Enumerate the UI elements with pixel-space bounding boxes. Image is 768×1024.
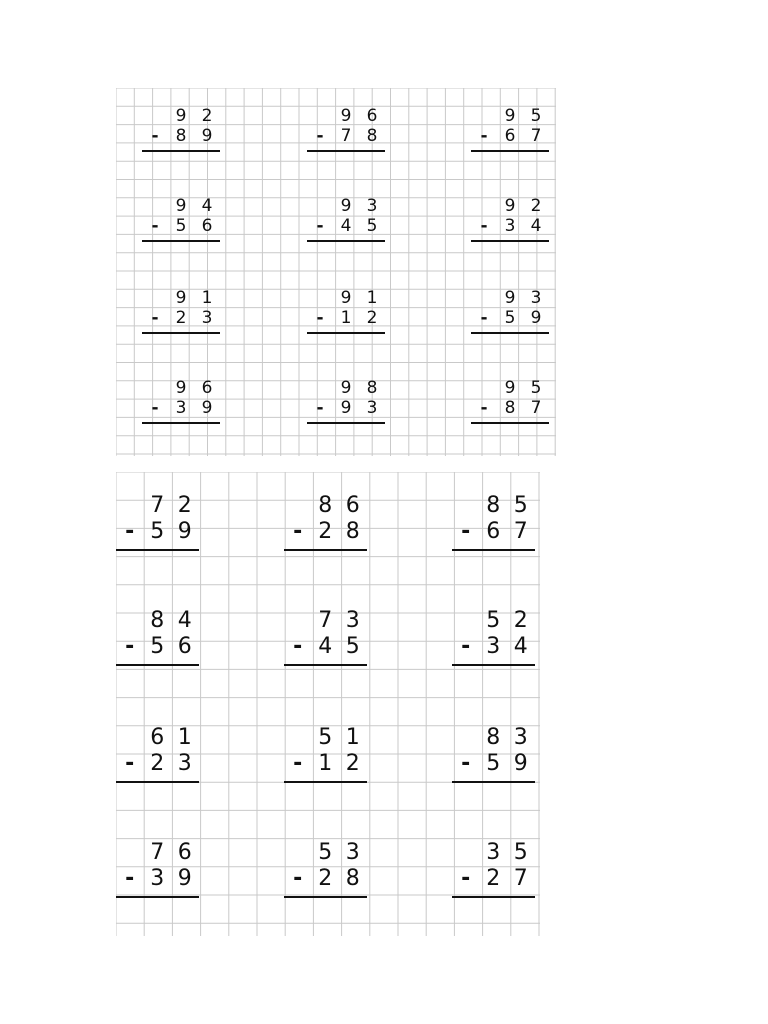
minuend-digit: 9 (504, 106, 516, 126)
subtraction-problem (116, 495, 199, 552)
subtrahend-digit: 3 (201, 308, 213, 329)
minuend-digit: 5 (318, 840, 333, 865)
subtraction-problem (116, 727, 199, 784)
minuend-digit: 9 (175, 378, 187, 398)
subtrahend-digit: 9 (530, 308, 542, 329)
subtraction-problem (284, 495, 367, 552)
answer-line (452, 781, 535, 783)
subtraction-problem (284, 610, 367, 667)
answer-line (307, 240, 385, 242)
subtrahend-digit: 9 (340, 398, 352, 419)
minuend-digit: 9 (504, 288, 516, 308)
subtrahend-digit: 2 (175, 308, 187, 329)
minuend-digit: 8 (486, 493, 501, 518)
subtrahend-digit: 8 (366, 126, 378, 147)
subtraction-problem (452, 610, 535, 667)
minuend-digit: 6 (345, 493, 360, 518)
answer-line (307, 422, 385, 424)
subtraction-problem (142, 198, 220, 242)
minuend-digit: 9 (340, 378, 352, 398)
minuend-digit: 2 (513, 608, 528, 633)
minus-sign: - (293, 519, 303, 545)
subtrahend-digit: 9 (513, 751, 528, 777)
minuend-digit: 6 (150, 725, 165, 750)
minuend-digit: 3 (530, 288, 542, 308)
subtrahend-digit: 4 (340, 216, 352, 237)
subtrahend-digit: 5 (504, 308, 516, 329)
minuend-digit: 8 (150, 608, 165, 633)
subtrahend-digit: 9 (201, 398, 213, 419)
answer-line (452, 549, 535, 551)
subtraction-problem (116, 610, 199, 667)
subtrahend-digit: 3 (366, 398, 378, 419)
subtrahend-digit: 5 (366, 216, 378, 237)
minuend-digit: 6 (201, 378, 213, 398)
minus-sign: - (480, 216, 488, 237)
minuend-digit: 3 (345, 840, 360, 865)
answer-line (471, 150, 549, 152)
minuend-digit: 2 (177, 493, 192, 518)
minuend-digit: 6 (177, 840, 192, 865)
minuend-digit: 5 (530, 106, 542, 126)
minuend-digit: 1 (366, 288, 378, 308)
minuend-digit: 5 (530, 378, 542, 398)
minuend-digit: 7 (318, 608, 333, 633)
subtrahend-digit: 2 (486, 866, 501, 892)
minus-sign: - (293, 634, 303, 660)
subtrahend-digit: 6 (177, 634, 192, 660)
subtrahend-digit: 2 (150, 751, 165, 777)
subtrahend-digit: 3 (175, 398, 187, 419)
minuend-digit: 9 (504, 378, 516, 398)
subtraction-problem (307, 198, 385, 242)
subtrahend-digit: 9 (177, 519, 192, 545)
minus-sign: - (151, 216, 159, 237)
minus-sign: - (461, 634, 471, 660)
subtrahend-digit: 5 (150, 634, 165, 660)
minuend-digit: 4 (177, 608, 192, 633)
subtrahend-digit: 4 (530, 216, 542, 237)
subtrahend-digit: 7 (513, 519, 528, 545)
minus-sign: - (293, 866, 303, 892)
minuend-digit: 6 (366, 106, 378, 126)
answer-line (142, 332, 220, 334)
minuend-digit: 3 (486, 840, 501, 865)
answer-line (452, 896, 535, 898)
minuend-digit: 7 (150, 840, 165, 865)
subtrahend-digit: 5 (345, 634, 360, 660)
answer-line (116, 664, 199, 666)
minuend-digit: 5 (513, 840, 528, 865)
minuend-digit: 5 (486, 608, 501, 633)
answer-line (284, 549, 367, 551)
minuend-digit: 9 (175, 196, 187, 216)
minuend-digit: 2 (201, 106, 213, 126)
subtrahend-digit: 7 (530, 126, 542, 147)
minuend-digit: 8 (318, 493, 333, 518)
minuend-digit: 3 (366, 196, 378, 216)
minus-sign: - (316, 308, 324, 329)
minus-sign: - (316, 126, 324, 147)
minus-sign: - (293, 751, 303, 777)
subtraction-problem (452, 842, 535, 899)
minus-sign: - (461, 519, 471, 545)
minus-sign: - (480, 126, 488, 147)
subtrahend-digit: 1 (340, 308, 352, 329)
answer-line (471, 240, 549, 242)
subtraction-problem (307, 290, 385, 334)
answer-line (142, 240, 220, 242)
minus-sign: - (461, 866, 471, 892)
subtrahend-digit: 2 (366, 308, 378, 329)
answer-line (471, 332, 549, 334)
answer-line (307, 332, 385, 334)
subtrahend-digit: 7 (513, 866, 528, 892)
subtraction-problem (452, 495, 535, 552)
subtrahend-digit: 8 (345, 866, 360, 892)
minuend-digit: 2 (530, 196, 542, 216)
answer-line (452, 664, 535, 666)
subtrahend-digit: 3 (504, 216, 516, 237)
subtraction-problem (142, 108, 220, 152)
answer-line (307, 150, 385, 152)
subtrahend-digit: 7 (530, 398, 542, 419)
subtraction-problem (284, 727, 367, 784)
minuend-digit: 9 (504, 196, 516, 216)
subtrahend-digit: 2 (318, 866, 333, 892)
subtraction-problem (307, 380, 385, 424)
subtraction-problem (116, 842, 199, 899)
minus-sign: - (316, 398, 324, 419)
minus-sign: - (480, 398, 488, 419)
subtrahend-digit: 9 (177, 866, 192, 892)
subtrahend-digit: 2 (345, 751, 360, 777)
answer-line (116, 549, 199, 551)
subtrahend-digit: 4 (318, 634, 333, 660)
subtrahend-digit: 9 (201, 126, 213, 147)
minus-sign: - (125, 519, 135, 545)
minus-sign: - (461, 751, 471, 777)
subtrahend-digit: 8 (175, 126, 187, 147)
answer-line (284, 781, 367, 783)
subtrahend-digit: 3 (177, 751, 192, 777)
minuend-digit: 1 (201, 288, 213, 308)
subtraction-problem (471, 198, 549, 242)
subtraction-problem (471, 108, 549, 152)
subtrahend-digit: 2 (318, 519, 333, 545)
subtraction-problem (142, 380, 220, 424)
subtrahend-digit: 5 (486, 751, 501, 777)
subtraction-problem (307, 108, 385, 152)
subtraction-problem (284, 842, 367, 899)
minus-sign: - (316, 216, 324, 237)
minuend-digit: 9 (340, 288, 352, 308)
answer-line (284, 896, 367, 898)
minus-sign: - (125, 634, 135, 660)
subtrahend-digit: 5 (150, 519, 165, 545)
subtrahend-digit: 8 (504, 398, 516, 419)
minuend-digit: 5 (318, 725, 333, 750)
subtraction-problem (452, 727, 535, 784)
minuend-digit: 3 (513, 725, 528, 750)
answer-line (471, 422, 549, 424)
subtrahend-digit: 6 (486, 519, 501, 545)
minus-sign: - (125, 866, 135, 892)
minuend-digit: 9 (340, 106, 352, 126)
minus-sign: - (480, 308, 488, 329)
answer-line (116, 781, 199, 783)
minuend-digit: 8 (486, 725, 501, 750)
subtrahend-digit: 6 (201, 216, 213, 237)
subtrahend-digit: 4 (513, 634, 528, 660)
minus-sign: - (151, 398, 159, 419)
subtrahend-digit: 3 (486, 634, 501, 660)
subtrahend-digit: 3 (150, 866, 165, 892)
minus-sign: - (151, 126, 159, 147)
answer-line (142, 422, 220, 424)
minuend-digit: 9 (340, 196, 352, 216)
minus-sign: - (125, 751, 135, 777)
subtrahend-digit: 1 (318, 751, 333, 777)
minus-sign: - (151, 308, 159, 329)
minuend-digit: 8 (366, 378, 378, 398)
subtrahend-digit: 5 (175, 216, 187, 237)
minuend-digit: 5 (513, 493, 528, 518)
answer-line (142, 150, 220, 152)
minuend-digit: 9 (175, 288, 187, 308)
subtrahend-digit: 7 (340, 126, 352, 147)
subtraction-problem (471, 290, 549, 334)
minuend-digit: 3 (345, 608, 360, 633)
subtrahend-digit: 6 (504, 126, 516, 147)
minuend-digit: 1 (345, 725, 360, 750)
minuend-digit: 7 (150, 493, 165, 518)
answer-line (284, 664, 367, 666)
minuend-digit: 9 (175, 106, 187, 126)
answer-line (116, 896, 199, 898)
worksheet-bottom (116, 472, 540, 936)
subtraction-problem (471, 380, 549, 424)
worksheet-top (116, 88, 556, 456)
minuend-digit: 4 (201, 196, 213, 216)
subtrahend-digit: 8 (345, 519, 360, 545)
minuend-digit: 1 (177, 725, 192, 750)
subtraction-problem (142, 290, 220, 334)
